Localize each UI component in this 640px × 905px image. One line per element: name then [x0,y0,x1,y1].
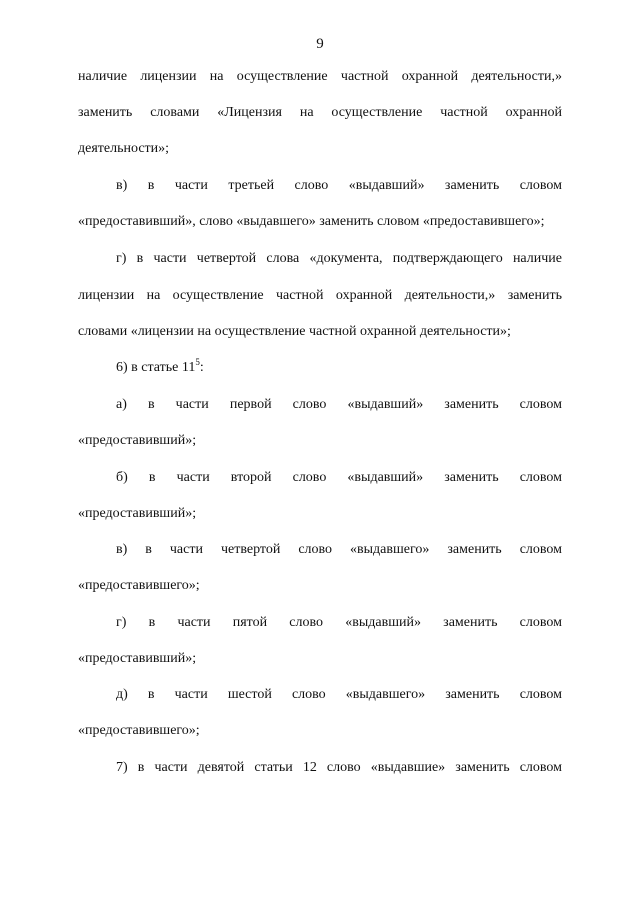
text-line: деятельности»; [78,141,170,156]
text-line: д) в части шестой слово «выдавшего» заменить словом [116,687,562,702]
text-line: «предоставившего»; [78,723,200,738]
article-heading-text: 6) в статье 11 [116,360,196,375]
text-line: «предоставивший»; [78,433,197,448]
text-line: 7) в части девятой статьи 12 слово «выдавшие» заменить словом [116,760,562,775]
text-line: лицензии на осуществление частной охранной деятельности,» заменить [78,288,562,303]
text-line: «предоставивший»; [78,651,197,666]
text-line: г) в части пятой слово «выдавший» заменить словом [116,615,562,630]
text-line: в) в части четвертой слово «выдавшего» заменить словом [116,542,562,557]
text-line: словами «лицензии на осуществление частной охранной деятельности»; [78,324,511,339]
text-line: «предоставивший», слово «выдавшего» заменить словом «предоставившего»; [78,214,545,229]
text-line: в) в части третьей слово «выдавший» заменить словом [116,178,562,193]
text-line: б) в части второй слово «выдавший» заменить словом [116,470,562,485]
text-line: заменить словами «Лицензия на осуществление частной охранной [78,105,562,120]
text-line: «предоставившего»; [78,578,200,593]
article-superscript: 5 [195,357,200,367]
text-line: «предоставивший»; [78,506,197,521]
text-line: г) в части четвертой слова «документа, подтверждающего наличие [116,251,562,266]
page-number: 9 [316,36,324,52]
article-heading [116,359,562,377]
article-heading-suffix: : [199,360,204,375]
text-line: а) в части первой слово «выдавший» заменить словом [116,397,562,412]
text-line: наличие лицензии на осуществление частной охранной деятельности,» [78,69,562,84]
